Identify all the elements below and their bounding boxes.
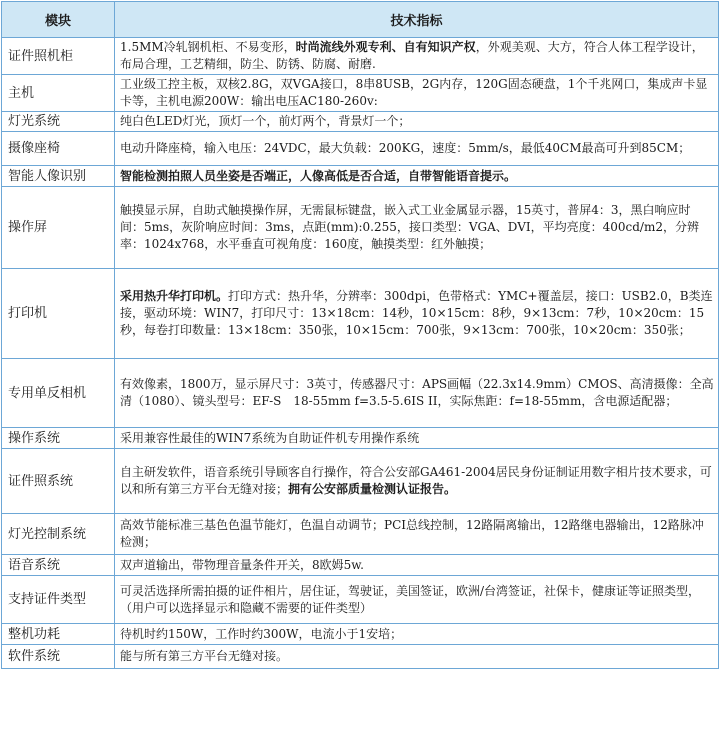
spec-text: 能与所有第三方平台无缝对接。	[120, 649, 289, 663]
module-name: 灯光控制系统	[2, 514, 115, 555]
table-row	[2, 624, 719, 645]
table-row	[2, 514, 719, 555]
module-name: 语音系统	[2, 555, 115, 576]
spec-text: ，外观美观、大方，符合人体工程学设计，布局合理，工艺精细，防尘、防锈、防腐、耐磨.	[120, 40, 704, 71]
table-row	[2, 75, 719, 112]
module-name: 摄像座椅	[2, 132, 115, 166]
module-name: 专用单反相机	[2, 359, 115, 428]
module-name: 软件系统	[2, 645, 115, 669]
module-spec	[115, 514, 719, 555]
module-spec	[115, 645, 719, 669]
module-spec	[115, 428, 719, 449]
module-spec	[115, 359, 719, 428]
spec-text: 自主研发软件，语音系统引导顾客自行操作，符合公安部GA461-2004居民身份证制证用数字相片技术要求，可以和所有第三方平台无缝对接；	[120, 465, 712, 496]
module-spec	[115, 75, 719, 112]
module-name: 整机功耗	[2, 624, 115, 645]
table-row	[2, 576, 719, 624]
table-row	[2, 187, 719, 269]
spec-text: 纯白色LED灯光，顶灯一个，前灯两个，背景灯一个；	[120, 114, 411, 128]
table-row	[2, 555, 719, 576]
spec-text: 采用兼容性最佳的WIN7系统为自助证件机专用操作系统	[120, 430, 420, 445]
table-row	[2, 166, 719, 187]
module-name: 证件照机柜	[2, 38, 115, 75]
spec-text: 打印方式：热升华，分辨率：300dpi，色带格式：YMC+覆盖层，接口：USB2.0，B类连接，驱动环境：WIN7，打印尺寸：13×18cm：14秒，10×15cm：8秒，9×13cm：7秒，10×20cm：15秒，每卷打印数量：13×18cm：350张，10×15cm：700张，9×13cm：700张，10×20cm：350张；	[120, 289, 713, 337]
spec-highlight: 智能检测拍照人员坐姿是否端正，人像高低是否合适，自带智能语音提示。	[120, 168, 517, 183]
module-name: 支持证件类型	[2, 576, 115, 624]
module-spec	[115, 555, 719, 576]
module-spec	[115, 187, 719, 269]
header-module: 模块	[2, 2, 115, 38]
module-spec	[115, 38, 719, 75]
module-spec	[115, 269, 719, 359]
spec-text: 待机时约150W，工作时约300W，电流小于1安培；	[120, 626, 403, 641]
spec-text: 工业级工控主板，双核2.8G，双VGA接口，8串8USB，2G内存，120G固态硬盘，1个千兆网口，集成声卡显卡等，主机电源200W：输出电压AC180-260v:	[120, 77, 708, 108]
module-spec	[115, 112, 719, 132]
table-row	[2, 38, 719, 75]
module-spec	[115, 166, 719, 187]
spec-highlight: 时尚流线外观专利、自有知识产权	[295, 40, 476, 54]
spec-highlight: 拥有公安部质量检测认证报告。	[288, 482, 457, 496]
module-name: 智能人像识别	[2, 166, 115, 187]
table-row	[2, 449, 719, 514]
module-name: 打印机	[2, 269, 115, 359]
module-name: 证件照系统	[2, 449, 115, 514]
spec-text: 电动升降座椅，输入电压：24VDC，最大负载：200KG，速度：5mm/s，最低40CM最高可升到85CM；	[120, 141, 691, 155]
spec-text: 有效像素，1800万，显示屏尺寸：3英寸，传感器尺寸：APS画幅（22.3x14.9mm）CMOS、高清摄像：全高清（1080）、镜头型号：EF-S 18-55mm f=3.5-5.6IS II，实际焦距：f=18-55mm，含电源适配器；	[120, 377, 714, 408]
table-row	[2, 428, 719, 449]
module-name: 操作屏	[2, 187, 115, 269]
table-row	[2, 132, 719, 166]
table-row	[2, 645, 719, 669]
spec-text: 高效节能标准三基色色温节能灯，色温自动调节；PCI总线控制，12路隔离输出，12路继电器输出，12路脉冲检测；	[120, 518, 704, 549]
module-spec	[115, 576, 719, 624]
module-name: 操作系统	[2, 428, 115, 449]
spec-text: 双声道输出，带物理音量条件开关，8欧姆5w.	[120, 557, 364, 572]
module-name: 灯光系统	[2, 112, 115, 132]
spec-table	[1, 1, 719, 669]
table-row	[2, 269, 719, 359]
table-row	[2, 359, 719, 428]
spec-text: 触摸显示屏，自助式触摸操作屏，无需鼠标键盘，嵌入式工业金属显示器，15英寸，普屏4：3，黑白响应时间：5ms，灰阶响应时间：3ms，点距(mm):0.255，接口类型：VGA、DVI，平均亮度：400cd/m2，分辨率：1024x768，水平垂直可视角度：160度，触摸类型：红外触摸；	[120, 203, 699, 251]
spec-text: 可灵活选择所需拍摄的证件相片，居住证，驾驶证，美国签证，欧洲/台湾签证，社保卡，健康证等证照类型，（用户可以选择显示和隐藏不需要的证件类型）	[120, 583, 701, 615]
spec-text: 1.5MM冷轧钢机柜、不易变形，	[120, 40, 296, 54]
table-row	[2, 112, 719, 132]
module-name: 主机	[2, 75, 115, 112]
spec-highlight: 采用热升华打印机。	[120, 289, 229, 303]
module-spec	[115, 132, 719, 166]
header-row	[2, 2, 719, 38]
module-spec	[115, 449, 719, 514]
module-spec	[115, 624, 719, 645]
header-spec: 技术指标	[115, 2, 719, 38]
